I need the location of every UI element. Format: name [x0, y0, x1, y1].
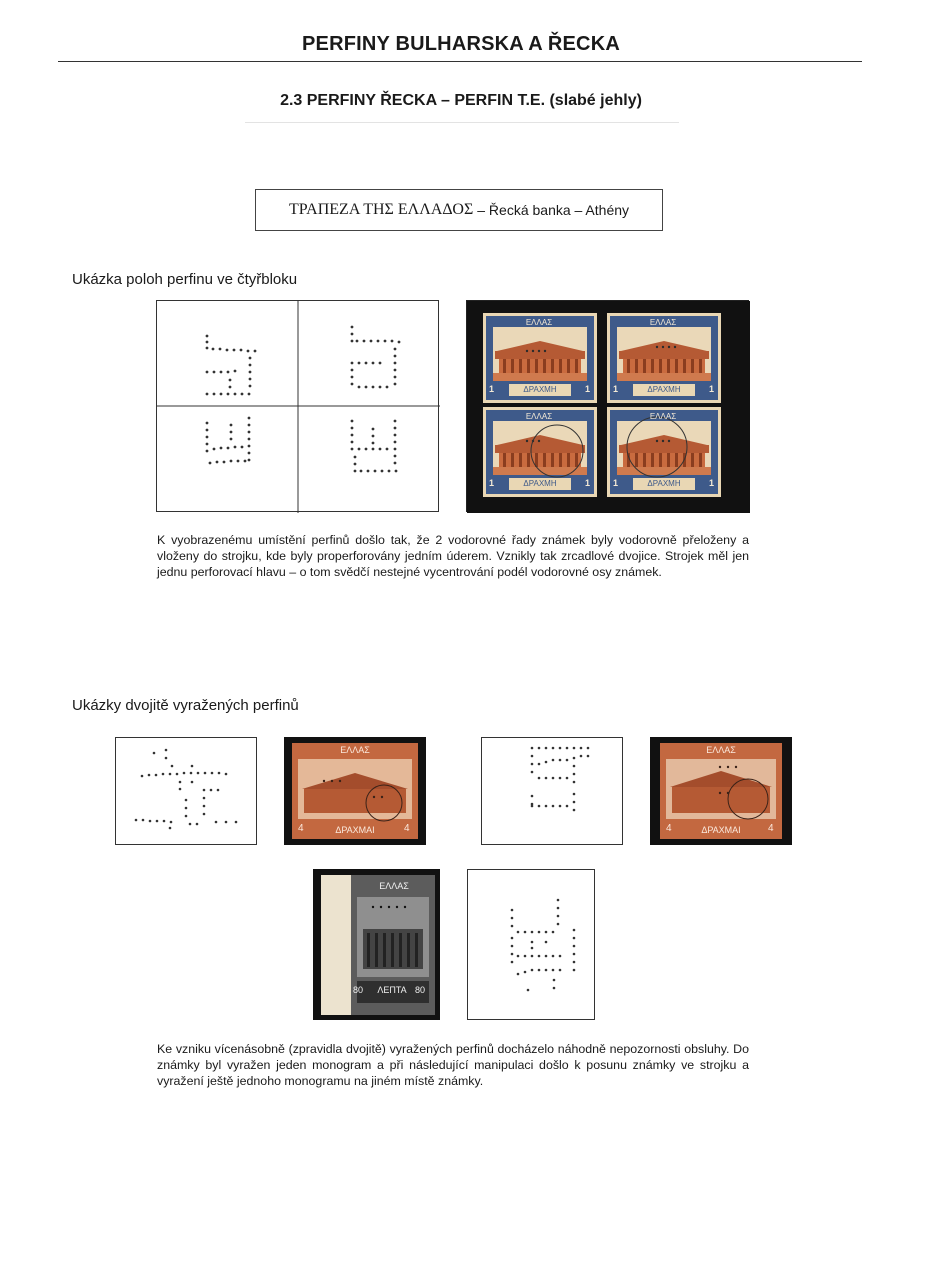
stamp-value-label: 4 — [666, 823, 672, 834]
block-position-paragraph: K vyobrazenému umístění perfinů došlo tak, že 2 vodorovné řady známek byly vodorovně přeloženy a vloženy do strojku, kde byly properforovány jedním úderem. Vznikly tak zrcadlové dvojice. Strojek měl jen jednu perforovací hlavu – o tom svědčí nestejné vycentrování podél vodorovné osy známek. — [157, 533, 749, 579]
stamp-block-photo — [466, 300, 749, 512]
page-title: PERFINY BULHARSKA A ŘECKA — [302, 33, 620, 55]
stamp-country-label: ΕΛΛΑΣ — [379, 881, 409, 891]
section-rule — [245, 122, 679, 123]
stamp-value-label: 1 — [709, 478, 715, 488]
stamp-value-label: 1 — [489, 478, 495, 488]
stamp-currency-label: ΔΡΑΧΜΑΙ — [335, 825, 375, 835]
stamp-currency-label: ΔΡΑΧΜΗ — [647, 385, 681, 394]
stamp-country-label: ΕΛΛΑΣ — [525, 412, 553, 421]
perfin-position-diagram — [156, 300, 439, 512]
stamp-value-label: 1 — [709, 384, 715, 394]
stamp-value-label: 4 — [768, 823, 774, 834]
perfin-dots-top-left — [206, 335, 257, 396]
title-rule — [58, 61, 862, 62]
stamp-currency-label: ΔΡΑΧΜΗ — [523, 385, 557, 394]
stamp-country-label: ΕΛΛΑΣ — [706, 745, 736, 755]
double-perfin-stamp-2 — [650, 737, 792, 845]
perfin-dots-bottom-right — [351, 420, 398, 473]
double-perfin-diagram-1 — [115, 737, 257, 845]
stamp-value-label: 4 — [404, 823, 410, 834]
double-perfin-dots-3 — [468, 870, 596, 1021]
stamp-country-label: ΕΛΛΑΣ — [649, 412, 677, 421]
block-position-heading: Ukázka poloh perfinu ve čtyřbloku — [72, 271, 298, 288]
perfin-grid — [157, 301, 440, 513]
double-perfin-dots-2 — [482, 738, 624, 846]
stamp-currency-label: ΔΡΑΧΜΗ — [523, 479, 557, 488]
stamp-country-label: ΕΛΛΑΣ — [340, 745, 370, 755]
bank-czech-name: – Řecká banka – Athény — [477, 202, 630, 218]
stamp-value-label: 1 — [585, 384, 591, 394]
double-perfin-paragraph: Ke vzniku vícenásobně (zpravidla dvojitě) vyražených perfinů docházelo náhodně nepozornosti obsluhy. Do známky byl vyražen jeden monogram a při následující manipulaci došlo k posunu známky ve strojku a vyražení ještě jednoho monogramu na jiném místě známky. — [157, 1042, 749, 1088]
stamp-3-illustration — [313, 869, 440, 1020]
perfin-dots-bottom-left — [206, 417, 251, 465]
bank-greek-name: ΤΡΑΠΕΖΑ ΤΗΣ ΕΛΛΑΔΟΣ — [288, 201, 474, 218]
stamp-country-label: ΕΛΛΑΣ — [649, 318, 677, 327]
stamp-value-label: 1 — [489, 384, 495, 394]
double-perfin-stamp-3 — [313, 869, 440, 1020]
stamp-value-label: 1 — [613, 384, 619, 394]
double-perfin-dots-1 — [116, 738, 258, 846]
double-perfin-diagram-2 — [481, 737, 623, 845]
stamp-value-label: 1 — [613, 478, 619, 488]
double-perfin-diagram-3 — [467, 869, 595, 1020]
double-perfin-stamp-1 — [284, 737, 426, 845]
stamp-value-label: 4 — [298, 823, 304, 834]
stamp-value-label: 80 — [415, 985, 426, 995]
stamp-currency-label: ΔΡΑΧΜΗ — [647, 479, 681, 488]
stamp-currency-label: ΔΡΑΧΜΑΙ — [701, 825, 741, 835]
stamp-currency-label: ΛΕΠΤΑ — [377, 985, 407, 995]
bank-name-box — [255, 189, 663, 231]
perfin-dots-top-right — [351, 326, 401, 389]
stamp-value-label: 1 — [585, 478, 591, 488]
double-perfin-heading: Ukázky dvojitě vyražených perfinů — [72, 697, 299, 714]
section-title: 2.3 PERFINY ŘECKA – PERFIN T.E. (slabé jehly) — [280, 92, 642, 109]
stamp-country-label: ΕΛΛΑΣ — [525, 318, 553, 327]
stamp-value-label: 80 — [353, 985, 364, 995]
